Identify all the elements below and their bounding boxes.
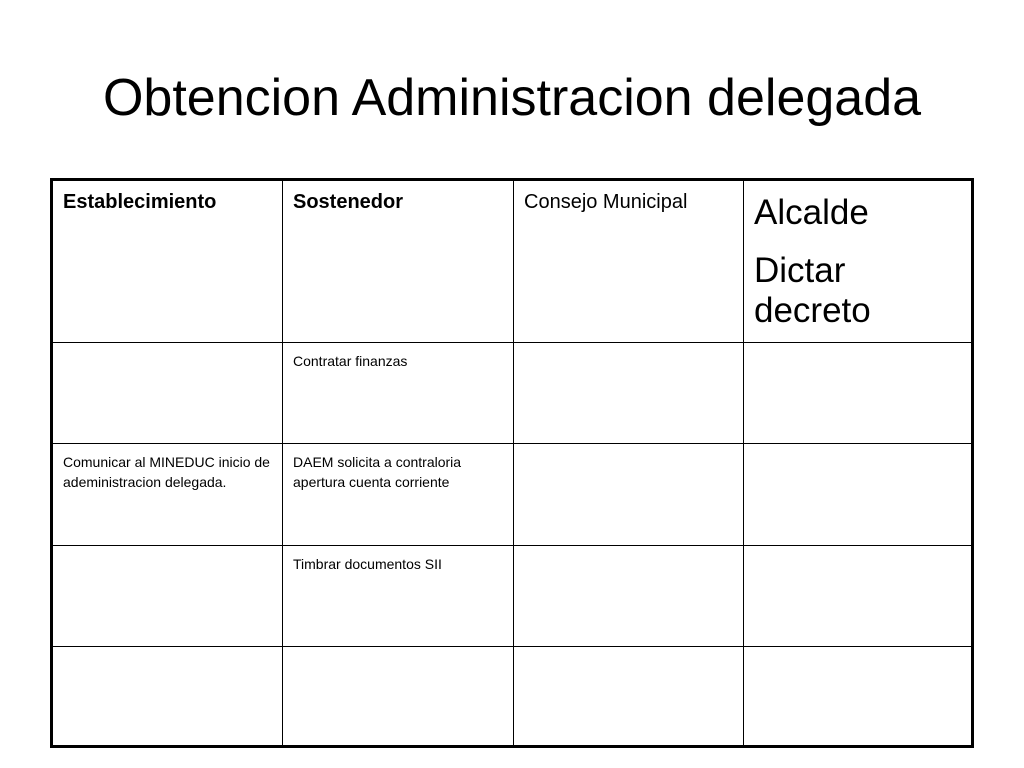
header-cell-sostenedor: Sostenedor <box>283 181 514 343</box>
header-cell-alcalde <box>744 181 971 343</box>
page-title: Obtencion Administracion delegada <box>102 69 922 127</box>
table-cell-r2-c2: DAEM solicita a contraloria apertura cuenta corriente <box>283 444 514 546</box>
table-cell-r1-c1 <box>53 343 283 444</box>
table-cell-r2-c3 <box>514 444 744 546</box>
table-cell-r4-c4 <box>744 647 971 745</box>
header-alcalde-line-2: Dictar decreto <box>754 251 871 330</box>
table-cell-r4-c1 <box>53 647 283 745</box>
table-cell-r1-c4 <box>744 343 971 444</box>
header-alcalde-line-1: Alcalde <box>754 193 869 232</box>
table-cell-r3-c4 <box>744 546 971 647</box>
process-table <box>50 178 974 748</box>
table-cell-r1-c3 <box>514 343 744 444</box>
table-cell-r3-c3 <box>514 546 744 647</box>
table-cell-r4-c3 <box>514 647 744 745</box>
table-cell-r2-c1: Comunicar al MINEDUC inicio de adeministracion delegada. <box>53 444 283 546</box>
table-cell-r2-c4 <box>744 444 971 546</box>
table-cell-r4-c2 <box>283 647 514 745</box>
table-cell-r3-c1 <box>53 546 283 647</box>
header-cell-establecimiento: Establecimiento <box>53 181 283 343</box>
header-cell-consejo-municipal: Consejo Municipal <box>514 181 744 343</box>
table-cell-r3-c2: Timbrar documentos SII <box>283 546 514 647</box>
table-cell-r1-c2: Contratar finanzas <box>283 343 514 444</box>
